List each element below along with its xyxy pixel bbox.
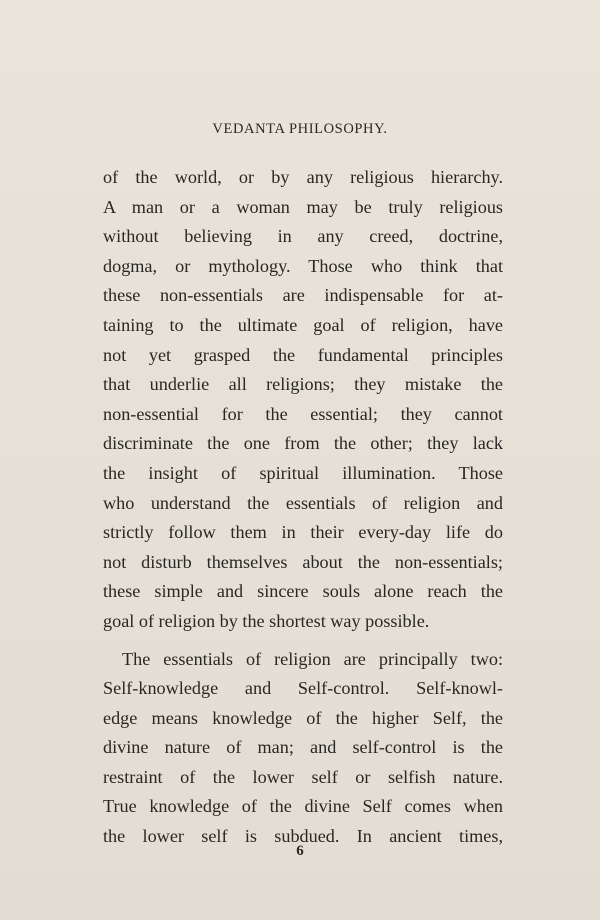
running-head: VEDANTA PHILOSOPHY. — [212, 121, 388, 137]
text-line: discriminate the one from the other; they lack — [103, 433, 503, 454]
page-number: 6 — [296, 843, 304, 859]
text-line: taining to the ultimate goal of religion, have — [103, 314, 503, 335]
paragraph-gap — [103, 637, 503, 645]
text-line: Self-knowledge and Self-control. Self-knowl- — [103, 678, 503, 699]
text-line: strictly follow them in their every-day life do — [103, 522, 503, 543]
text-line: non-essential for the essential; they cannot — [103, 403, 503, 424]
text-line: the lower self is subdued. In ancient times, — [103, 826, 503, 847]
text-line: edge means knowledge of the higher Self, the — [103, 707, 503, 728]
text-line: that underlie all religions; they mistake the — [103, 374, 503, 395]
text-line: divine nature of man; and self-control is the — [103, 737, 503, 758]
text-line: A man or a woman may be truly religious — [103, 196, 503, 217]
text-line: True knowledge of the divine Self comes when — [103, 796, 503, 817]
text-line: The essentials of religion are principally two: — [122, 648, 503, 669]
text-line: not yet grasped the fundamental principles — [103, 344, 503, 365]
text-line: goal of religion by the shortest way possible. — [103, 610, 430, 631]
text-line: the insight of spiritual illumination. Those — [103, 462, 503, 483]
text-line: who understand the essentials of religion and — [103, 492, 503, 513]
text-line: these simple and sincere souls alone reach the — [103, 581, 503, 602]
text-line: of the world, or by any religious hierarchy. — [103, 167, 503, 187]
text-line: without believing in any creed, doctrine, — [103, 226, 503, 247]
text-line: not disturb themselves about the non-essentials; — [103, 551, 503, 572]
text-line: these non-essentials are indispensable for at- — [103, 285, 503, 306]
text-line: dogma, or mythology. Those who think that — [103, 255, 503, 276]
body-text — [103, 163, 503, 852]
text-line: restraint of the lower self or selfish nature. — [103, 766, 503, 787]
